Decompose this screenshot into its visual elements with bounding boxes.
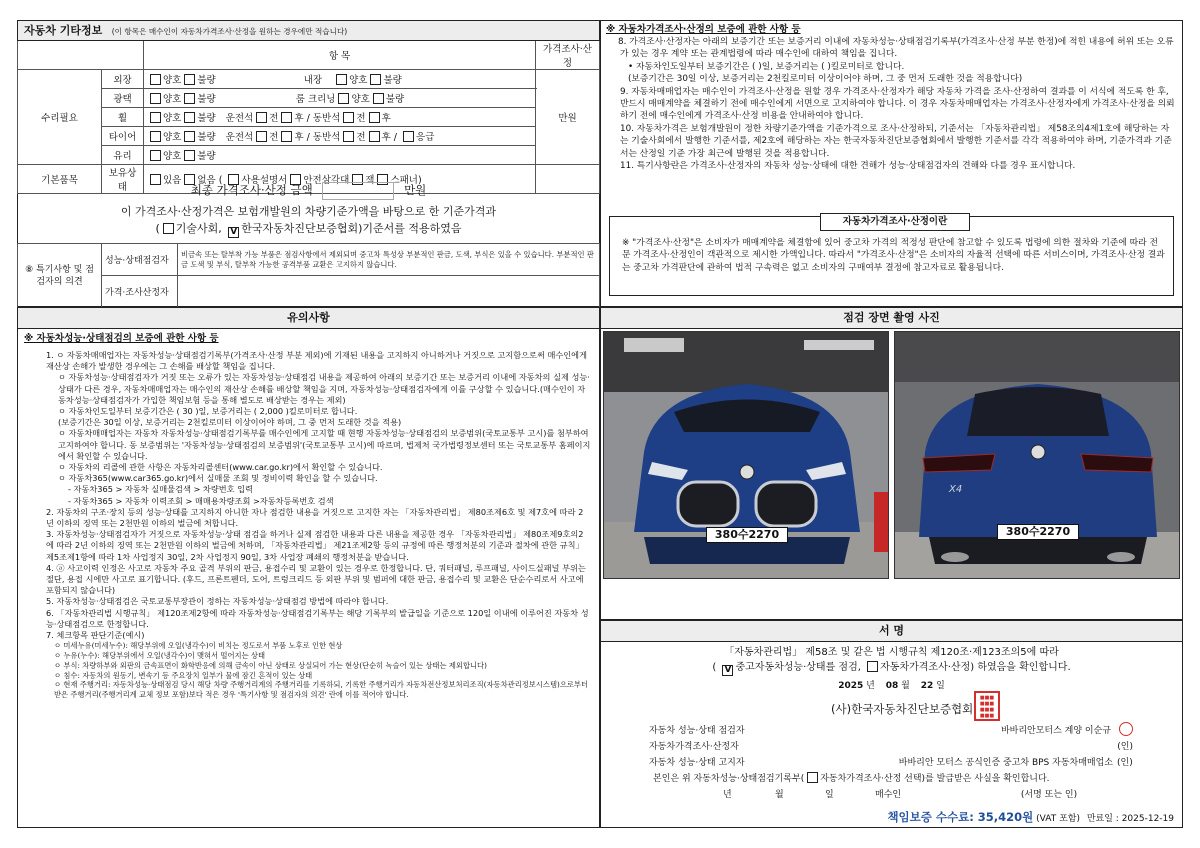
- front-plate: 380수2270: [706, 527, 788, 543]
- repair-label: 수리필요: [18, 70, 102, 165]
- notifier-label: 자동차 성능·상태 고지자: [649, 758, 745, 768]
- row-exterior: 외장: [102, 70, 144, 89]
- definition-box: [609, 216, 1174, 296]
- buyer-label: 매수인: [875, 790, 902, 800]
- inspector-value: 바바리안모터스 계양 이순규: [1000, 726, 1111, 736]
- tire-driver-front-checkbox[interactable]: [256, 131, 267, 142]
- sign-confirm: ( V 중고자동차성능·상태를 점검, 자동차가격조사·산정) 하였음을 확인합니다.: [712, 662, 1071, 675]
- front-car-photo: [603, 331, 889, 579]
- sign-law: 「자동차관리법」 제58조 및 같은 법 시행규칙 제120조·제123조의5에 따라: [724, 647, 1059, 658]
- wheel-pass-front-checkbox[interactable]: [343, 112, 354, 123]
- price-warranty-panel: [600, 20, 1183, 307]
- room-bad-checkbox[interactable]: [373, 93, 384, 104]
- expire-date: 만료일 : 2025-12-19: [1086, 814, 1174, 824]
- special-table: [17, 243, 600, 308]
- photos-title: 점검 장면 촬영 사진: [601, 308, 1182, 329]
- row-wheel: 휠: [102, 108, 144, 127]
- row-glass: 유리: [102, 146, 144, 165]
- wheel-bad-checkbox[interactable]: [184, 112, 195, 123]
- confirm-perf-checkbox[interactable]: V: [722, 665, 733, 676]
- row-possession: 보유상태: [102, 165, 144, 194]
- statement-b: 자동차가격조사·산정 선택)를 발급받은 사실을 확인합니다.: [820, 774, 1050, 784]
- note-1f: ㅇ 자동차의 리콜에 관한 사항은 자동차리콜센터(www.car.go.kr)에서 확인할 수 있습니다.: [58, 462, 383, 473]
- exterior-bad-checkbox[interactable]: [184, 74, 195, 85]
- tire-emergency-checkbox[interactable]: [403, 131, 414, 142]
- fee-vat: (VAT 포함): [1036, 814, 1080, 824]
- tire-pass-front-checkbox[interactable]: [343, 131, 354, 142]
- note-7d: ㅇ 침수: 자동차의 원동기, 변속기 등 주요장치 일부가 물에 잠긴 흔적이 있는 상태: [54, 670, 313, 680]
- note-7e: ㅇ 현재 주행거리: 자동차성능·상태점검 당시 해당 차량 주행거리계의 주행거리를 기록하되, 기록한 주행거리가 자동차전산정보처리조직(자동차관리정보시스템)으로부터 받은 주행거리(주행거리계 교체 정보 포함)보다 적은 경우 '특기사항 및 점검자의 의견' 란에 이를 적어야 합니다.: [54, 680, 589, 700]
- room-good-checkbox[interactable]: [338, 93, 349, 104]
- wheel-driver-front-checkbox[interactable]: [256, 112, 267, 123]
- statement-a: 본인은 위 자동차성능·상태점검기록부(: [653, 774, 805, 784]
- note-5: 5. 자동차성능·상태점검은 국토교통부장관이 정하는 자동차성능·상태점검 방법에 따라야 합니다.: [46, 596, 389, 607]
- inspector-seal: [1119, 722, 1133, 736]
- warranty-i8c: (보증기간은 30일 이상, 보증거리는 2천킬로미터 이상이어야 하며, 그 중 먼저 도래한 것을 적용합니다): [628, 74, 1023, 85]
- final-price-field[interactable]: [322, 182, 394, 200]
- sign-title: 서 명: [601, 621, 1182, 642]
- sign-day: 22: [920, 681, 934, 691]
- final-price-row: [18, 178, 599, 202]
- definition-text: ※ "가격조사·산정"은 소비자가 매매계약을 체결함에 있어 중고차 가격의 적정성 판단에 참고할 수 있도록 법령에 의한 절차와 기준에 따라 전문 가격조사·산정인이 객관적으로 제시한 가액입니다. 따라서 "가격조사·산정"은 소비자의 자율적 선택에 따른 서비스이며, 가격조사·산정 결과는 중고차 가격판단에 관하여 법적 구속력은 없고 소비자의 구매여부 결정에 참고자료로 활용됩니다.: [622, 238, 1165, 273]
- wheel-pass-rear-checkbox[interactable]: [369, 112, 380, 123]
- warranty-i11: 11. 특기사항란은 가격조사·산정자의 자동차 성능·상태에 대한 견해가 성능·상태점검자의 견해와 다를 경우 표시합니다.: [620, 161, 1076, 172]
- extra-info-header: [18, 21, 599, 41]
- special-price-label: 가격·조사산정자: [102, 276, 178, 308]
- buyer-sign: (서명 또는 인): [1020, 790, 1078, 800]
- tire-driver-rear-checkbox[interactable]: [281, 131, 292, 142]
- gloss-bad-checkbox[interactable]: [184, 93, 195, 104]
- special-perf-text: 비금속 또는 탈부착 가능 부품은 점검사항에서 제외되며 중고차 특성상 부분적인 판금, 도색, 부식은 있을 수 있습니다. 부분적인 판금 도색 및 부식, 탈부착 가능한 공격부품 교환은 고지하지 않습니다.: [178, 244, 600, 276]
- wheel-good-checkbox[interactable]: [150, 112, 161, 123]
- note-1c: ㅇ 자동차인도일부터 보증기간은 ( 30 )일, 보증거리는 ( 2,000 )킬로미터로 합니다.: [58, 406, 358, 417]
- warranty-i8b: • 자동차인도일부터 보증기간은 ( )일, 보증거리는 ( )킬로미터로 합니다.: [628, 61, 905, 72]
- gloss-good-checkbox[interactable]: [150, 93, 161, 104]
- note-1d: (보증기간은 30일 이상, 보증거리는 2천킬로미터 이상이어야 하며, 그 중 먼저 도래한 것을 적용): [58, 417, 402, 428]
- basic-label: 기본품목: [18, 165, 102, 194]
- note-7a: ㅇ 미세누유(미세누수): 해당부위에 오일(냉각수)이 비치는 정도로서 부품 노후로 인한 현상: [54, 641, 343, 651]
- glass-good-checkbox[interactable]: [150, 150, 161, 161]
- sign-year: 2025: [838, 681, 864, 691]
- tire-pass-rear-checkbox[interactable]: [369, 131, 380, 142]
- interior-bad-checkbox[interactable]: [370, 74, 381, 85]
- warranty-i10: 10. 자동차가격은 보험개발원이 정한 차량기준가액을 기준가격으로 조사·산정하되, 기준서는 「자동차관리법」 제58조의4제1호에 해당하는 자는 기술사회에서 발행한 기준서를, 제2호에 해당하는 자는 한국자동차진단보증협회에서 발행한 기준서를 각각 적용하여야 하며, 기준가격과 기준서는 산정일 기준 가장 최근에 발행된 것을 적용합니다.: [620, 123, 1172, 159]
- final-price-label: 최종 가격조사·산정 금액: [190, 183, 313, 197]
- warranty-title: ※ 자동차가격조사·산정의 보증에 관한 사항 등: [606, 24, 801, 35]
- wheel-driver-rear-checkbox[interactable]: [281, 112, 292, 123]
- col-item: 항 목: [144, 41, 536, 70]
- special-perf-label: 성능·상태점검자: [102, 244, 178, 276]
- statement-price-checkbox[interactable]: [807, 772, 818, 783]
- warranty-i9: 9. 자동차매매업자는 매수인이 가격조사·산정을 원할 경우 가격조사·산정자가 해당 자동차 가격을 조사·산정하여 결과를 이 서식에 적도록 한 후, 반드시 매매계약을 체결하기 전에 매수인에게 서면으로 고지하여야 합니다. 이 경우 자동차매매업자는 가격조사·산정자에게 가격조사·산정을 의뢰하기 전에 매수인에게 가격조사·산정 비용을 안내하여야 합니다.: [620, 86, 1175, 122]
- final-price-unit: 만원: [404, 183, 427, 197]
- tire-good-checkbox[interactable]: [150, 131, 161, 142]
- price-won: 만원: [536, 70, 600, 165]
- glass-bad-checkbox[interactable]: [184, 150, 195, 161]
- fee-label: 책임보증 수수료: 35,420원: [887, 810, 1034, 824]
- note-7b: ㅇ 누유(누수): 해당부위에서 오일(냉각수)이 맺혀서 떨어지는 상태: [54, 651, 266, 661]
- extra-info-panel: [17, 20, 600, 307]
- notifier-value: 바바리안 모터스 공식인증 중고차 BPS 자동차매매업소: [898, 758, 1113, 768]
- note-1b: ㅇ 자동차성능·상태점검자가 거짓 또는 오류가 있는 자동차성능·상태점검 내용을 제공하여 아래의 보증기간 또는 보증거리 이내에 자동차의 실제 성능·상태가 다른 경우, 자동차매매업자는 매수인의 재산상 손해를 배상할 책임을 지며, 자동차성능·상태점검자에게 이를 구상할 수 있습니다.(매수인이 자동차성능·상태점검자가 가입한 책임보험 등을 통해 별도로 배상받는 경우는 제외): [58, 372, 590, 405]
- confirm-price-checkbox[interactable]: [867, 661, 878, 672]
- basis-kadia-checkbox[interactable]: V: [228, 227, 239, 238]
- note-3: 3. 자동차성능·상태점검자가 거짓으로 자동차성능·상태 점검을 하거나 실제 점검한 내용과 다른 내용을 제공한 경우 「자동차관리법」 제80조제9호의2에 따라 2년 이하의 징역 또는 2천만원 이하의 벌금에 처하며, 「자동차관리법」 제21조제2항 등의 규정에 따른 행정처분의 기준과 절차에 관한 규칙」 제5조제1항에 따라 1차 사업정지 30일, 2차 사업정지 90일, 3차 사업장 폐쇄의 행정처분을 받습니다.: [46, 529, 584, 562]
- warranty-i8: 8. 가격조사·산정자는 아래의 보증기간 또는 보증거리 이내에 자동차성능·상태점검기록부(가격조사·산정 부분 한정)에 적힌 내용에 허위 또는 오류가 있는 경우 계약 또는 관계법령에 따라 매수인에 대하여 책임을 집니다.: [618, 37, 1174, 60]
- exterior-good-checkbox[interactable]: [150, 74, 161, 85]
- fee-line: [887, 809, 1174, 827]
- note-2: 2. 자동차의 구조·장치 등의 성능·상태를 고지하지 아니한 자나 점검한 내용을 거짓으로 고지한 자는 「자동차관리법」 제80조제6호 및 제7호에 따라 2년 이하의 징역 또는 2천만원 이하의 벌금에 처합니다.: [46, 506, 584, 529]
- basis-tech-checkbox[interactable]: [163, 223, 174, 234]
- sign-org: (사)한국자동차진단보증협회: [831, 702, 974, 716]
- inspector-label: 자동차 성능·상태 점검자: [649, 726, 745, 736]
- rear-badge: X4: [949, 484, 963, 495]
- notifier-seal: (인): [1117, 758, 1133, 768]
- special-label: ⑧ 특기사항 및 점검자의 의견: [18, 244, 102, 308]
- sign-date: 2025 년 08 월 22 일: [838, 681, 945, 691]
- org-seal: ■■■ ■■■ ■■■ ■■■: [974, 691, 1000, 721]
- note-1g: ㅇ 자동차365(www.car365.go.kr)에서 실매물 조회 및 정비이력 확인을 할 수 있습니다.: [58, 473, 378, 484]
- interior-good-checkbox[interactable]: [336, 74, 347, 85]
- row-tire: 타이어: [102, 127, 144, 146]
- rear-car-image: [895, 332, 1180, 579]
- tire-bad-checkbox[interactable]: [184, 131, 195, 142]
- notes-sub: ※ 자동차성능·상태점검의 보증에 관한 사항 등: [24, 333, 219, 344]
- pricer-label: 자동차가격조사·산정자: [649, 742, 739, 752]
- pricer-seal: (인): [1117, 742, 1133, 752]
- definition-title: 자동차가격조사·산정이란: [820, 213, 970, 231]
- rear-car-photo: [894, 331, 1180, 579]
- col-price: 가격조사·산정: [536, 41, 600, 70]
- notes-title: 유의사항: [18, 308, 599, 329]
- notes-panel: [17, 307, 600, 828]
- basis-text: 이 가격조사·산정가격은 보험개발원의 차량기준가액을 바탕으로 한 기준가격과 ( 기술사회, V 한국자동차진단보증협회)기준서를 적용하였음: [18, 203, 599, 238]
- extra-subtitle: (이 항목은 매수인이 자동차가격조사·산정을 원하는 경우에만 적습니다): [111, 27, 348, 36]
- sign-month: 08: [885, 681, 899, 691]
- extra-title: 자동차 기타정보: [24, 24, 103, 37]
- basis-line: 이 가격조사·산정가격은 보험개발원의 차량기준가액을 바탕으로 한 기준가격과: [120, 205, 497, 218]
- note-4: 4. ⓐ 사고이력 인정은 사고로 자동차 주요 골격 부위의 판금, 용접수리 및 교환이 있는 경우로 한정합니다. 단, 쿼터패널, 루프패널, 사이드실패널 부위는 절단, 용접 시에만 사고로 표기합니다. (후드, 프론트펜더, 도어, 트렁크리드 등 외판 부위 및 범퍼에 대한 판금, 용접수리 및 교환은 단순수리로서 사고에 포함되지 않습니다): [46, 562, 586, 596]
- note-1a: 1. ㅇ 자동차매매업자는 자동차성능·상태점검기록부(가격조사·산정 부분 제외)에 기재된 내용을 고지하지 아니하거나 거짓으로 고지함으로써 매수인에게 재산상 손해가 발생한 경우에는 그 손해를 배상할 책임을 집니다.: [46, 350, 588, 372]
- note-6: 6. 「자동차관리법 시행규칙」 제120조제2항에 따라 자동차성능·상태점검기록부는 해당 기록부의 발급일을 기준으로 120일 이내에 이루어진 자동차 성능·상태점검으로 한정합니다.: [46, 607, 589, 629]
- sign-panel: 서 명 「자동차관리법」 제58조 및 같은 법 시행규칙 제120조·제123조의5에 따라 ( V 중고자동차성능·상태를 점검, 자동차가격조사·산정) 하였음을 확인합니다. 2025 년 08 월 22 일 (사)한국자동차진단보증협회 ■■■ ■■■ ■■■ ■■■ 자동차 성능·상태 점검자 바바리안모터스 계양 이순규 자동차가격조사·산정자 (인) 자동차 성능·상태 고지자 바바리안 모터스 공식인증 중고차 BPS 자동차매매업소 (인) 본인은 위 자동차성능·상태점검기록부( 자동차가격조사·산정 선택)를 발급받은 사실을 확인합니다. 년 월 일 매수인 (서명 또는 인) 책임보증 수수료: 35,420원 (VAT 포함) 만료일 : 2025-12-19: [600, 620, 1183, 828]
- special-price-field[interactable]: [178, 276, 600, 308]
- note-1i: - 자동차365 > 자동차 이력조회 > 매매용차량조회 >자동차등록번호 검색: [68, 495, 334, 506]
- photos-panel: [600, 307, 1183, 620]
- note-7: 7. 체크항목 판단기준(예시): [46, 630, 145, 641]
- repair-table: 항 목 가격조사·산정 수리필요 외장 양호 불량 내장 양호 불량 만원 광택 양호 불량 룸 크리닝 양호 불량 휠 양호 불량 운전석 전 후 / 동반석 전 후 타이어 양호 불량 운전석 전 후 / 동반석 전 후 / 응급 유리 양호 불량 기본품목 보유상태 있음 없음 ( 사용설명서 안전삼각대 잭 스패너): [17, 41, 600, 194]
- row-gloss: 광택: [102, 89, 144, 108]
- note-7c: ㅇ 부식: 차량하부와 외판의 금속표면이 화학반응에 의해 금속이 아닌 상태로 상실되어 가는 현상(단순히 녹슬어 있는 상태는 제외합니다): [54, 660, 487, 670]
- note-1h: - 자동차365 > 자동차 실매물검색 > 차량번호 입력: [68, 484, 253, 495]
- note-1e: ㅇ 자동차매매업자는 자동차 자동차성능·상태점검기록부를 매수인에게 고지할 때 현행 자동차성능·상태점검의 보증범위(국토교통부 고시)를 첨부하여 고지하여야 합니다. 동 보증범위는 '자동차성능·상태점검의 보증범위'(국토교통부 고시)에 따르며, 법제처 국가법령정보센터 또는 국토교통부 홈페이지에서 확인할 수 있습니다.: [58, 428, 591, 461]
- rear-plate: 380수2270: [997, 524, 1079, 540]
